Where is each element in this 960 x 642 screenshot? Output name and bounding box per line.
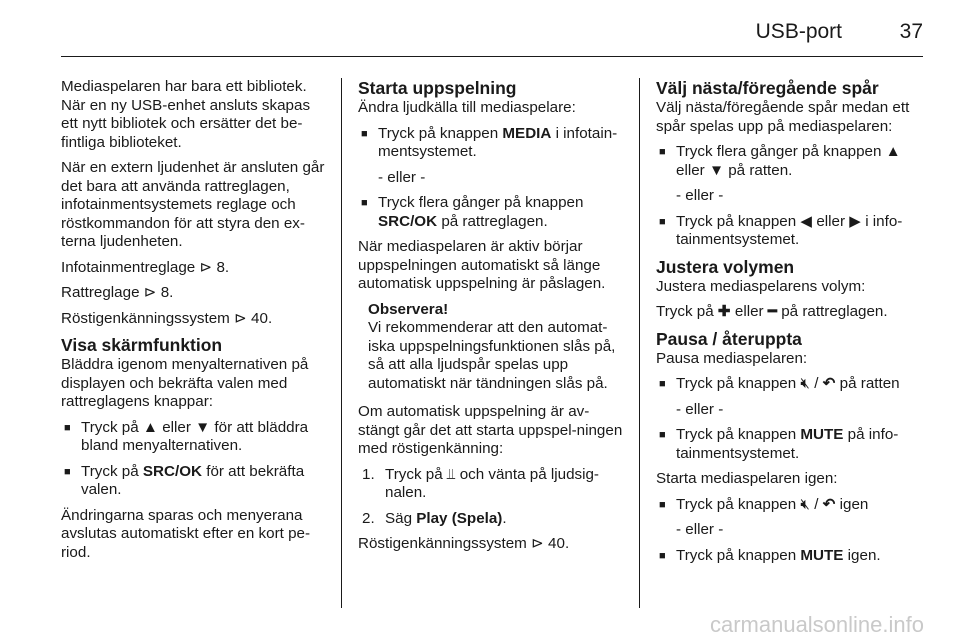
- mute-speaker-icon: 🔇︎: [800, 495, 810, 513]
- square-bullet-icon: ■: [659, 378, 666, 390]
- heading-visa: Visa skärmfunktion: [61, 335, 223, 355]
- page-reference-icon: ⊳: [531, 535, 544, 552]
- heading-starta: Starta uppspelning: [358, 78, 517, 98]
- paragraph-restart-intro: Starta mediaspelaren igen:: [656, 470, 838, 487]
- list-item: ■ Tryck på knappen ◀ eller ▶ i info-tainmentsystemet.: [659, 212, 903, 248]
- back-arrow-icon: ↶: [822, 375, 836, 392]
- page-reference-icon: ⊳: [234, 309, 247, 327]
- square-bullet-icon: ■: [64, 465, 71, 478]
- paragraph-starta-intro: Ändra ljudkälla till mediaspelare:: [358, 99, 576, 116]
- triangle-up-icon: ▲: [885, 143, 901, 160]
- column-2: [358, 78, 626, 561]
- paragraph-volym: Tryck på ✚ eller ━ på rattreglagen.: [656, 303, 888, 320]
- paragraph-library: Mediaspelaren har bara ett bibliotek. När en ny USB-enhet ansluts skapas ett nytt bibliotek och ersätter det be-fintliga biblioteket.: [61, 78, 311, 151]
- square-bullet-icon: ■: [659, 429, 666, 441]
- page-header: [0, 12, 960, 52]
- list-item: ■ Tryck på knappen 🔇︎ / ↶ igen: [659, 495, 869, 513]
- column-divider-1: [341, 78, 342, 608]
- note-title: Observera!: [368, 300, 449, 318]
- reference-steering: Rattreglage ⊳ 8.: [61, 284, 174, 301]
- or-separator: - eller -: [378, 168, 426, 186]
- paragraph-auto-close: Ändringarna sparas och menyerana avslutas automatiskt efter en kort pe-riod.: [61, 506, 311, 561]
- heading-valj: Välj nästa/föregående spår: [656, 78, 879, 98]
- square-bullet-icon: ■: [659, 146, 666, 158]
- triangle-right-icon: ▶: [849, 212, 861, 230]
- list-item: ■ Tryck flera gånger på knappen SRC/OK på rattreglagen.: [361, 194, 584, 230]
- square-bullet-icon: ■: [659, 498, 666, 511]
- triangle-left-icon: ◀: [800, 212, 813, 230]
- paragraph-volym-intro: Justera mediaspelarens volym:: [656, 277, 866, 295]
- voice-command-icon: ⫫: [446, 465, 456, 483]
- heading-volym: Justera volymen: [656, 256, 795, 277]
- paragraph-external-audio: När en extern ljudenhet är ansluten går det bara att använda rattreglagen, infotainmentsystemets reglage och röstkommandon för att styra den ex-terna ljudenheten.: [61, 159, 325, 250]
- square-bullet-icon: ■: [361, 127, 368, 140]
- list-item: ■ Tryck på knappen 🔇︎ / ↶ på ratten: [659, 375, 900, 392]
- or-separator: - eller -: [676, 187, 724, 204]
- minus-icon: ━: [767, 303, 777, 320]
- list-item: ■ Tryck på SRC/OK för att bekräfta valen.: [64, 462, 305, 498]
- paragraph-valj-intro: Välj nästa/föregående spår medan ett spår spelas upp på mediaspelaren:: [656, 99, 910, 135]
- list-item: ■ Tryck på ▲ eller ▼ för att bläddra bland menyalternativen.: [64, 418, 309, 454]
- square-bullet-icon: ■: [659, 549, 666, 562]
- list-item: 2. Säg Play (Spela).: [362, 509, 507, 527]
- triangle-down-icon: ▼: [708, 161, 724, 179]
- square-bullet-icon: ■: [361, 197, 368, 209]
- list-item: ■ Tryck på knappen MEDIA i infotain-mentsystemet.: [361, 124, 618, 160]
- page-title: USB-port: [755, 20, 842, 43]
- square-bullet-icon: ■: [64, 421, 71, 434]
- triangle-up-icon: ▲: [142, 418, 158, 436]
- list-item: ■ Tryck på knappen MUTE igen.: [659, 546, 881, 564]
- reference-voice: Röstigenkänningssystem ⊳ 40.: [61, 309, 273, 327]
- paragraph-voice-start: Om automatisk uppspelning är av-stängt går det att starta uppspel-ningen med röstigenkänning:: [358, 403, 623, 457]
- square-bullet-icon: ■: [659, 215, 666, 228]
- mute-speaker-icon: 🔇︎: [800, 375, 810, 392]
- page-reference-icon: ⊳: [143, 284, 157, 301]
- or-separator: - eller -: [676, 400, 724, 418]
- note-box: [358, 301, 626, 394]
- header-rule: [61, 56, 923, 57]
- paragraph-visa-intro: Bläddra igenom menyalternativen på displayen och bekräfta valen med rattreglagens knappar:: [61, 356, 309, 410]
- paragraph-pausa-intro: Pausa mediaspelaren:: [656, 349, 808, 367]
- reference-infotainment: Infotainmentreglage ⊳ 8.: [61, 258, 230, 276]
- column-divider-2: [639, 78, 640, 608]
- or-separator: - eller -: [676, 521, 724, 538]
- page-reference-icon: ⊳: [199, 258, 213, 276]
- column-1: [61, 78, 331, 569]
- list-item: 1. Tryck på ⫫ och vänta på ljudsig-nalen.: [362, 465, 599, 501]
- page-number: 37: [899, 20, 923, 43]
- back-arrow-icon: ↶: [822, 495, 836, 513]
- note-text: Vi rekommenderar att den automat-iska uppspelningsfunktionen slås på, så att alla ljudspår spelas upp automatiskt när tändningen slås på.: [368, 319, 616, 392]
- triangle-down-icon: ▼: [195, 418, 211, 436]
- reference-voice: Röstigenkänningssystem ⊳ 40.: [358, 535, 570, 552]
- watermark: carmanualsonline.info: [709, 612, 924, 637]
- heading-pausa: Pausa / återuppta: [656, 328, 802, 349]
- column-3: [656, 78, 926, 572]
- paragraph-auto-play: När mediaspelaren är aktiv börjar uppspelningen automatiskt så länge automatisk uppspelning är påslagen.: [358, 238, 606, 292]
- plus-icon: ✚: [717, 303, 731, 320]
- list-item: ■ Tryck flera gånger på knappen ▲ eller ▼ på ratten.: [659, 143, 901, 179]
- list-item: ■ Tryck på knappen MUTE på info-tainmentsystemet.: [659, 426, 899, 462]
